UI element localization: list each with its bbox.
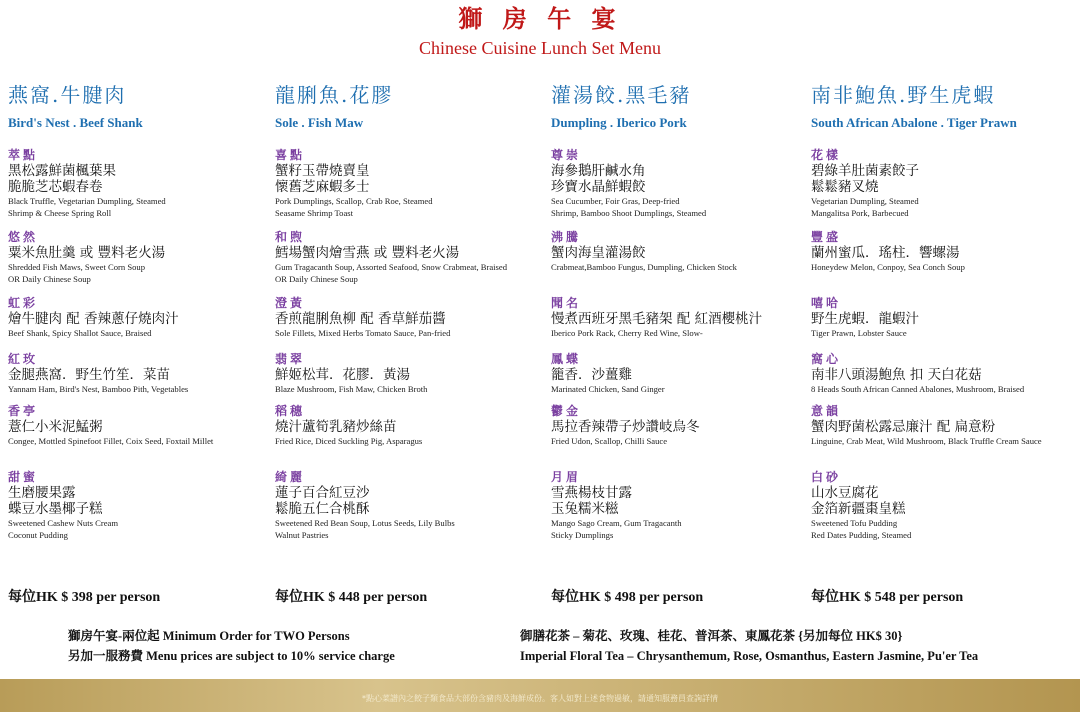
dish-name-chinese: 海參鵝肝鹹水角: [551, 163, 646, 179]
dish-name-chinese: 珍寶水晶鮮蝦餃: [551, 179, 646, 195]
course-label: 翡翠: [275, 352, 306, 366]
set-menu-name-english: Bird's Nest . Beef Shank: [8, 115, 143, 130]
course-label: 鬱金: [551, 404, 582, 418]
set-menu-name-chinese: 燕窩.牛腱肉: [8, 83, 127, 107]
dish-name-chinese: 野生虎蝦．龍蝦汁: [811, 311, 919, 327]
dish-description-english: Sweetened Cashew Nuts Cream: [8, 518, 119, 528]
course-label: 嘻哈: [811, 296, 842, 310]
dish-description-english: Honeydew Melon, Conpoy, Sea Conch Soup: [811, 262, 965, 272]
menu-title-chinese: 獅 房 午 宴: [458, 4, 622, 33]
dish-description-english: Crabmeat,Bamboo Fungus, Dumpling, Chicken Stock: [551, 262, 737, 272]
dish-description-english: Fried Rice, Diced Suckling Pig, Asparagus: [275, 436, 423, 446]
set-menus: [0, 78, 1080, 618]
dish-name-chinese: 燒汁蘆筍乳豬炒絲苗: [275, 419, 397, 435]
dish-description-english: Mangalitsa Pork, Barbecued: [811, 208, 909, 218]
dish-description-english: Red Dates Pudding, Steamed: [811, 530, 912, 540]
course-label: 鳳蝶: [551, 352, 582, 366]
course-item: [8, 352, 260, 395]
dish-name-chinese: 蟹籽玉帶燒賣皇: [275, 163, 370, 179]
set-menu-name-english: Sole . Fish Maw: [275, 115, 364, 130]
course-label: 悠然: [8, 230, 39, 244]
set-menu-column: [811, 78, 1080, 618]
course-label: 虹彩: [8, 296, 39, 310]
dish-name-chinese: 金腿燕窩．野生竹笙．菜苗: [8, 367, 170, 383]
set-menu-name-english: South African Abalone . Tiger Prawn: [811, 115, 1017, 130]
set-menu-column: [8, 78, 260, 618]
dish-description-english: Yannam Ham, Bird's Nest, Bamboo Pith, Vegetables: [8, 384, 189, 394]
ordering-notes: [68, 626, 395, 666]
course-label: 香亭: [8, 404, 39, 418]
course-label: 稻穗: [275, 404, 306, 418]
course-item: [275, 230, 545, 285]
course-label: 月眉: [551, 470, 582, 484]
course-item: [551, 296, 803, 339]
course-label: 意韻: [811, 404, 842, 418]
dish-name-chinese: 雪燕楊枝甘露: [551, 485, 632, 501]
dish-description-english: 8 Heads South African Canned Abalones, Mushroom, Braised: [811, 384, 1025, 394]
dish-name-chinese: 薏仁小米泥鯭粥: [8, 419, 103, 435]
course-item: [8, 148, 260, 219]
course-item: [811, 404, 1080, 447]
course-label: 花樣: [811, 148, 842, 162]
dish-name-chinese: 蘭州蜜瓜．瑤柱．響螺湯: [811, 245, 960, 261]
course-item: [275, 470, 545, 541]
course-item: [275, 296, 545, 339]
dish-name-chinese: 粟米魚肚羹 或 豐料老火湯: [8, 245, 166, 261]
course-item: [551, 230, 803, 273]
dish-name-chinese: 生磨腰果露: [8, 485, 76, 501]
course-label: 沸騰: [551, 230, 582, 244]
dish-description-english: Sweetened Tofu Pudding: [811, 518, 898, 528]
dish-name-chinese: 碧綠羊肚菌素餃子: [811, 163, 919, 179]
set-menu-column: [275, 78, 545, 618]
dish-description-english: Marinated Chicken, Sand Ginger: [551, 384, 665, 394]
course-item: [8, 230, 260, 285]
course-label: 豐盛: [811, 230, 842, 244]
course-label: 窩心: [811, 352, 842, 366]
dish-description-english: Blaze Mushroom, Fish Maw, Chicken Broth: [275, 384, 428, 394]
course-item: [551, 148, 803, 219]
course-item: [811, 148, 1080, 219]
dish-description-english: Linguine, Crab Meat, Wild Mushroom, Black Truffle Cream Sauce: [811, 436, 1042, 446]
course-label: 尊崇: [551, 148, 582, 162]
set-menu-column: [551, 78, 803, 618]
dish-name-chinese: 黑松露鮮菌楓葉果: [8, 163, 116, 179]
menu-header: [0, 4, 1080, 60]
course-label: 甜蜜: [8, 470, 39, 484]
dish-name-chinese: 鬆鬆豬叉燒: [811, 179, 879, 195]
set-menu-name-chinese: 灌湯餃.黑毛豬: [551, 83, 692, 107]
dish-name-chinese: 燴牛腱肉 配 香辣蔥仔燒肉汁: [8, 311, 179, 327]
dish-name-chinese: 懷舊芝麻蝦多士: [275, 179, 370, 195]
course-item: [811, 352, 1080, 395]
dish-description-english: Shrimp & Cheese Spring Roll: [8, 208, 112, 218]
course-item: [275, 352, 545, 395]
dish-description-english: Congee, Mottled Spinefoot Fillet, Coix Seed, Foxtail Millet: [8, 436, 214, 446]
dish-description-english: Tiger Prawn, Lobster Sauce: [811, 328, 907, 338]
dish-description-english: Seasame Shrimp Toast: [275, 208, 354, 218]
course-label: 綺麗: [275, 470, 306, 484]
minimum-order-note: 獅房午宴-兩位起 Minimum Order for TWO Persons: [68, 629, 350, 643]
service-charge-note: 另加一服務費 Menu prices are subject to 10% service charge: [68, 649, 395, 663]
dish-name-chinese: 脆脆芝芯蝦春卷: [8, 179, 103, 195]
tea-note-chinese: 御膳花茶 – 菊花、玫瑰、桂花、普洱茶、東鳳花茶 {另加每位 HK$ 30}: [520, 629, 903, 643]
course-item: [551, 352, 803, 395]
dish-description-english: Sea Cucumber, Foir Gras, Deep-fried: [551, 196, 680, 206]
dish-name-chinese: 鬆脆五仁合桃酥: [275, 501, 370, 517]
dish-description-english: Pork Dumplings, Scallop, Crab Roe, Steamed: [275, 196, 433, 206]
dish-name-chinese: 蟹肉海皇灌湯餃: [551, 245, 646, 261]
dish-description-english: Gum Tragacanth Soup, Assorted Seafood, Snow Crabmeat, Braised: [275, 262, 508, 272]
course-item: [275, 148, 545, 219]
course-item: [8, 404, 260, 447]
set-menu-price: 每位HK $ 448 per person: [275, 590, 428, 605]
dish-description-english: Shrimp, Bamboo Shoot Dumplings, Steamed: [551, 208, 707, 218]
set-menu-name-chinese: 龍脷魚.花膠: [275, 83, 394, 107]
dish-name-chinese: 鮮姬松茸．花膠．黃湯: [275, 367, 410, 383]
dish-description-english: Black Truffle, Vegetarian Dumpling, Steamed: [8, 196, 166, 206]
course-label: 喜點: [275, 148, 306, 162]
dish-description-english: Beef Shank, Spicy Shallot Sauce, Braised: [8, 328, 152, 338]
set-menu-name-chinese: 南非鮑魚.野生虎蝦: [811, 83, 996, 107]
course-label: 萃點: [8, 148, 39, 162]
dish-description-english: Shredded Fish Maws, Sweet Corn Soup: [8, 262, 146, 272]
dish-description-english: Coconut Pudding: [8, 530, 68, 540]
dish-name-chinese: 慢煮西班牙黑毛豬架 配 紅酒櫻桃汁: [551, 311, 763, 327]
dish-name-chinese: 蟹肉野菌松露忌廉汁 配 扁意粉: [811, 419, 996, 435]
dish-description-english: Sticky Dumplings: [551, 530, 614, 540]
set-menu-price: 每位HK $ 498 per person: [551, 590, 704, 605]
dish-description-english: Walnut Pastries: [275, 530, 329, 540]
dish-name-chinese: 籠香．沙薑雞: [551, 367, 632, 383]
dish-description-english: Vegetarian Dumpling, Steamed: [811, 196, 919, 206]
dish-description-english: Sole Fillets, Mixed Herbs Tomato Sauce, Pan-fried: [275, 328, 451, 338]
set-menu-price: 每位HK $ 548 per person: [811, 590, 964, 605]
dish-name-chinese: 蝶豆水墨椰子糕: [8, 501, 103, 517]
course-item: [551, 404, 803, 447]
dish-name-chinese: 金箔新疆棗皇糕: [811, 501, 906, 517]
course-item: [811, 296, 1080, 339]
dish-description-english: OR Daily Chinese Soup: [8, 274, 91, 284]
dish-name-chinese: 玉兔糯米糍: [551, 501, 619, 517]
set-menu-name-english: Dumpling . Iberico Pork: [551, 115, 687, 130]
course-label: 澄黃: [275, 296, 306, 310]
course-item: [811, 470, 1080, 541]
course-item: [551, 470, 803, 541]
course-item: [811, 230, 1080, 273]
dish-description-english: Sweetened Red Bean Soup, Lotus Seeds, Lily Bulbs: [275, 518, 455, 528]
allergy-disclaimer: *點心菜譜內之餃子類食品大部份含豬肉及海鮮成份。客人如對上述食物過敏，請通知服務員查詢詳情: [362, 694, 718, 703]
set-menu-price: 每位HK $ 398 per person: [8, 590, 161, 605]
dish-name-chinese: 南非八頭湯鮑魚 扣 天白花菇: [811, 367, 982, 383]
dish-name-chinese: 蓮子百合紅豆沙: [275, 485, 370, 501]
course-item: [8, 296, 260, 339]
course-label: 紅玫: [8, 352, 39, 366]
tea-note-english: Imperial Floral Tea – Chrysanthemum, Rose, Osmanthus, Eastern Jasmine, Pu'er Tea: [520, 649, 979, 663]
course-label: 白砂: [811, 470, 842, 484]
dish-description-english: Mango Sago Cream, Gum Tragacanth: [551, 518, 682, 528]
tea-notes: [520, 626, 978, 666]
course-item: [8, 470, 260, 541]
dish-name-chinese: 鱈場蟹肉燴雪燕 或 豐料老火湯: [275, 245, 460, 261]
menu-title-english: Chinese Cuisine Lunch Set Menu: [419, 38, 661, 58]
dish-name-chinese: 香煎龍脷魚柳 配 香草鮮茄醬: [275, 311, 446, 327]
footer-banner: [0, 679, 1080, 712]
dish-name-chinese: 山水豆腐花: [811, 485, 879, 501]
dish-description-english: Fried Udon, Scallop, Chilli Sauce: [551, 436, 668, 446]
course-label: 聞名: [551, 296, 582, 310]
dish-description-english: Iberico Pork Rack, Cherry Red Wine, Slow-: [551, 328, 703, 338]
course-label: 和煦: [275, 230, 306, 244]
course-item: [275, 404, 545, 447]
dish-name-chinese: 馬拉香辣帶子炒讚岐烏冬: [551, 419, 700, 435]
dish-description-english: OR Daily Chinese Soup: [275, 274, 358, 284]
